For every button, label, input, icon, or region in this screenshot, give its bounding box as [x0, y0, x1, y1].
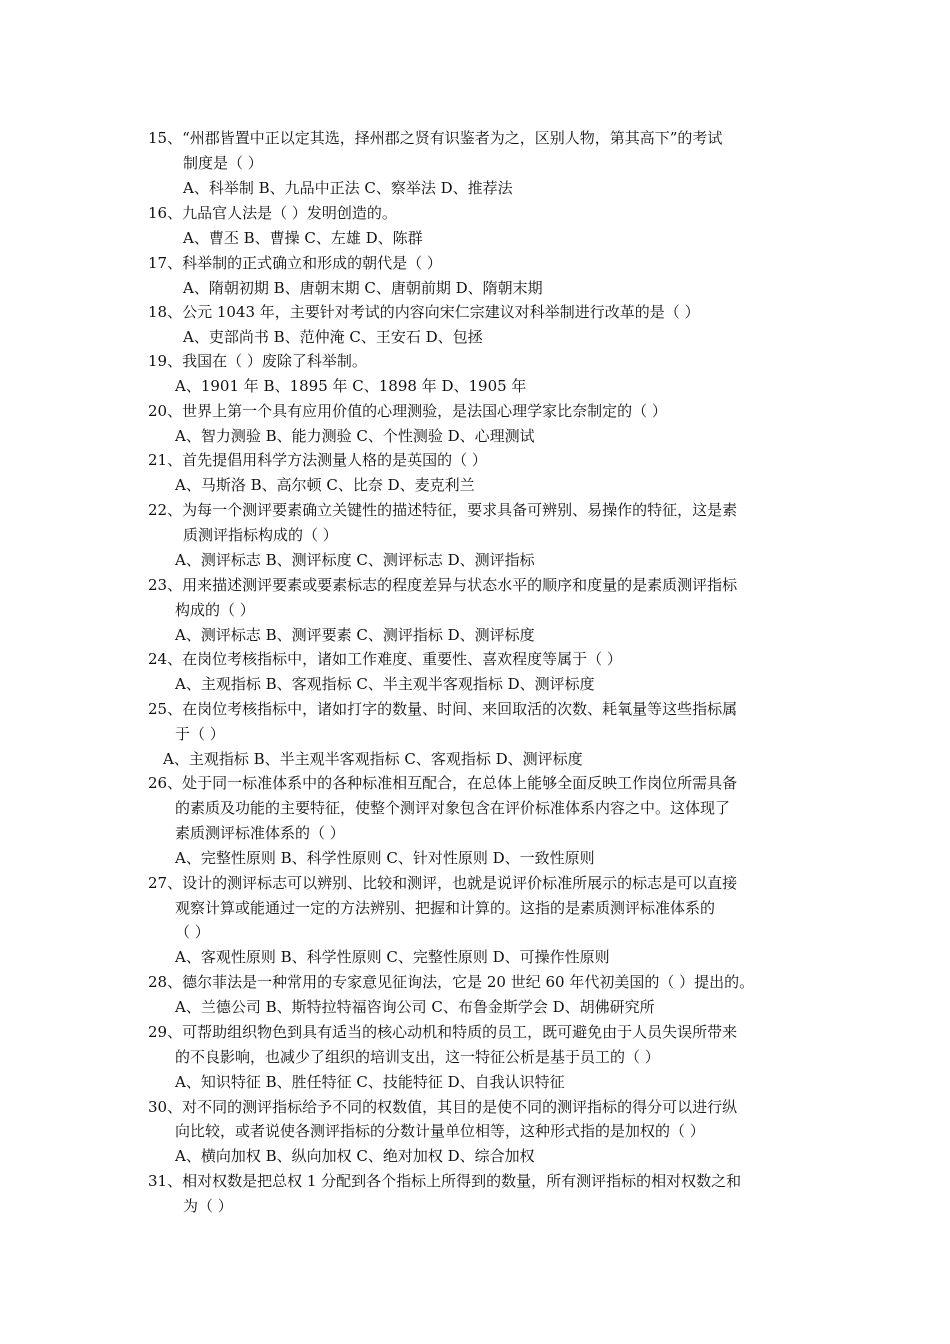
question-24-stem: 24、在岗位考核指标中，诸如工作难度、重要性、喜欢程度等属于（ ）	[148, 650, 622, 668]
question-30-stem-line-2: 向比较，或者说使各测评指标的分数计量单位相等，这种形式指的是加权的（ ）	[175, 1122, 705, 1140]
question-21-stem: 21、首先提倡用科学方法测量人格的是英国的（ ）	[148, 451, 487, 469]
question-29-options: A、知识特征 B、胜任特征 C、技能特征 D、自我认识特征	[175, 1073, 565, 1091]
question-25-options: A、主观指标 B、半主观半客观指标 C、客观指标 D、测评标度	[163, 750, 583, 768]
question-26-options: A、完整性原则 B、科学性原则 C、针对性原则 D、一致性原则	[175, 849, 595, 867]
question-27-stem-line-1: 27、设计的测评标志可以辨别、比较和测评，也就是说评价标准所展示的标志是可以直接	[148, 874, 738, 892]
question-20-options: A、智力测验 B、能力测验 C、个性测验 D、心理测试	[175, 427, 535, 445]
question-20-stem: 20、世界上第一个具有应用价值的心理测验，是法国心理学家比奈制定的（ ）	[148, 402, 667, 420]
question-15-stem-line-1: 15、“州郡皆置中正以定其选，择州郡之贤有识鉴者为之，区别人物，第其高下”的考试	[148, 129, 723, 147]
question-27-stem-line-2: 观察计算或能通过一定的方法辨别、把握和计算的。这指的是素质测评标准体系的	[175, 899, 716, 917]
question-26-stem-line-1: 26、处于同一标准体系中的各种标准相互配合，在总体上能够全面反映工作岗位所需具备	[148, 774, 738, 792]
question-17-stem: 17、科举制的正式确立和形成的朝代是（ ）	[148, 254, 442, 272]
question-27-options: A、客观性原则 B、科学性原则 C、完整性原则 D、可操作性原则	[175, 948, 610, 966]
question-22-stem-line-1: 22、为每一个测评要素确立关键性的描述特征，要求具备可辨别、易操作的特征，这是素	[148, 501, 738, 519]
question-23-stem-line-2: 构成的（ ）	[175, 601, 255, 619]
question-18-options: A、吏部尚书 B、范仲淹 C、王安石 D、包拯	[183, 328, 483, 346]
question-29-stem-line-1: 29、可帮助组织物色到具有适当的核心动机和特质的员工，既可避免由于人员失误所带来	[148, 1023, 738, 1041]
question-21-options: A、马斯洛 B、高尔顿 C、比奈 D、麦克利兰	[175, 476, 475, 494]
question-19-stem: 19、我国在（ ）废除了科举制。	[148, 352, 367, 370]
question-24-options: A、主观指标 B、客观指标 C、半主观半客观指标 D、测评标度	[175, 675, 595, 693]
question-31-stem-line-1: 31、相对权数是把总权 1 分配到各个指标上所得到的数量，所有测评指标的相对权数之和	[148, 1172, 742, 1190]
question-23-options: A、测评标志 B、测评要素 C、测评指标 D、测评标度	[175, 626, 535, 644]
question-30-options: A、横向加权 B、纵向加权 C、绝对加权 D、综合加权	[175, 1147, 535, 1165]
question-29-stem-line-2: 的不良影响，也减少了组织的培训支出，这一特征公析是基于员工的（ ）	[175, 1048, 660, 1066]
question-31-stem-line-2: 为（ ）	[183, 1197, 233, 1215]
question-19-options: A、1901 年 B、1895 年 C、1898 年 D、1905 年	[175, 377, 527, 395]
question-15-stem-line-2: 制度是（ ）	[183, 154, 263, 172]
question-16-stem: 16、九品官人法是（ ）发明创造的。	[148, 204, 397, 222]
question-17-options: A、隋朝初期 B、唐朝末期 C、唐朝前期 D、隋朝末期	[183, 279, 543, 297]
question-30-stem-line-1: 30、对不同的测评指标给予不同的权数值，其目的是使不同的测评指标的得分可以进行纵	[148, 1098, 738, 1116]
question-22-stem-line-2: 质测评指标构成的（ ）	[183, 526, 338, 544]
question-22-options: A、测评标志 B、测评标度 C、测评标志 D、测评指标	[175, 551, 535, 569]
question-26-stem-line-3: 素质测评标准体系的（ ）	[175, 824, 345, 842]
question-16-options: A、曹丕 B、曹操 C、左雄 D、陈群	[183, 229, 423, 247]
question-25-stem-line-2: 于（ ）	[175, 725, 225, 743]
question-28-stem: 28、德尔菲法是一种常用的专家意见征询法，它是 20 世纪 60 年代初美国的（ ）提出的。	[148, 973, 755, 991]
question-28-options: A、兰德公司 B、斯特拉特福咨询公司 C、布鲁金斯学会 D、胡佛研究所	[175, 998, 655, 1016]
question-25-stem-line-1: 25、在岗位考核指标中，诸如打字的数量、时间、来回取活的次数、耗氧量等这些指标属	[148, 700, 738, 718]
question-27-stem-line-3: （ ）	[175, 923, 210, 941]
question-26-stem-line-2: 的素质及功能的主要特征，使整个测评对象包含在评价标准体系内容之中。这体现了	[175, 799, 731, 817]
question-23-stem-line-1: 23、用来描述测评要素或要素标志的程度差异与状态水平的顺序和度量的是素质测评指标	[148, 576, 738, 594]
question-15-options: A、科举制 B、九品中正法 C、察举法 D、推荐法	[183, 179, 513, 197]
question-18-stem: 18、公元 1043 年，主要针对考试的内容向宋仁宗建议对科举制进行改革的是（ ）	[148, 303, 700, 321]
